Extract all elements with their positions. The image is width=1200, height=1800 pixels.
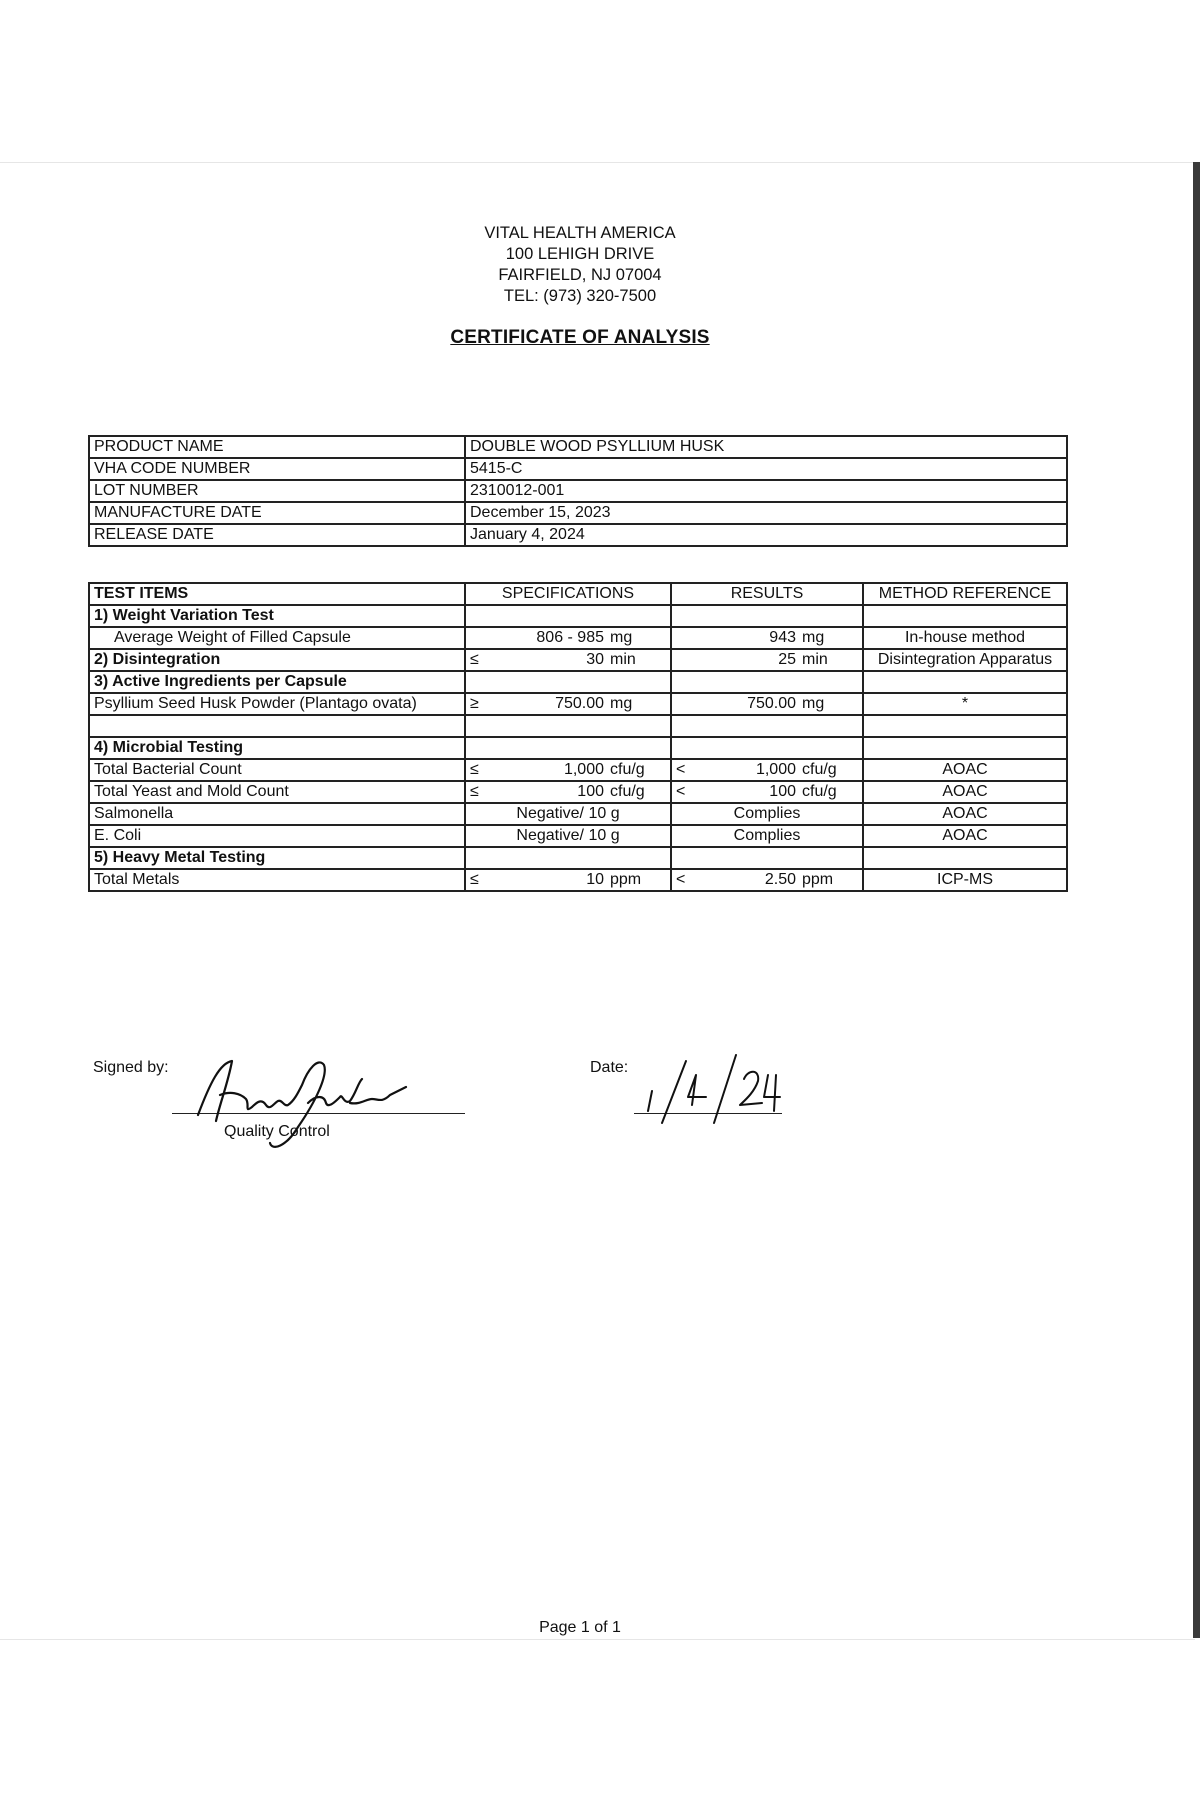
result-cell: Complies (671, 825, 863, 847)
info-value: December 15, 2023 (465, 502, 1067, 524)
test-item: E. Coli (89, 825, 465, 847)
info-label: VHA CODE NUMBER (89, 458, 465, 480)
result-unit: ppm (802, 871, 834, 888)
method-cell: Disintegration Apparatus (863, 649, 1067, 671)
method-cell: AOAC (863, 759, 1067, 781)
info-row (89, 436, 1067, 458)
company-address-line1: 100 LEHIGH DRIVE (505, 245, 655, 263)
test-item: Total Metals (89, 869, 465, 891)
method-cell: AOAC (863, 825, 1067, 847)
product-info-table (88, 435, 1068, 547)
spec-cell (465, 869, 671, 891)
result-unit: mg (802, 629, 825, 646)
company-address-line2: FAIRFIELD, NJ 07004 (498, 266, 662, 284)
info-value: DOUBLE WOOD PSYLLIUM HUSK (465, 436, 1067, 458)
test-item: 2) Disintegration (89, 649, 465, 671)
result-unit: min (802, 651, 828, 668)
method-cell: In-house method (863, 627, 1067, 649)
company-header (0, 223, 1160, 307)
spec-cell: Negative/ 10 g (465, 825, 671, 847)
spec-value: 750.00 (555, 695, 604, 712)
test-item: Psyllium Seed Husk Powder (Plantago ovata) (89, 693, 465, 715)
table-row (89, 759, 1067, 781)
result-comparator: < (676, 871, 686, 888)
spec-unit: mg (610, 629, 633, 646)
section-heavy-metal: 5) Heavy Metal Testing (89, 847, 465, 869)
spec-cell (465, 759, 671, 781)
table-header-row (89, 583, 1067, 605)
result-cell (671, 693, 863, 715)
spec-value: 10 (586, 871, 604, 888)
result-value: 25 (778, 651, 796, 668)
table-row (89, 869, 1067, 891)
result-cell (671, 649, 863, 671)
company-phone: TEL: (973) 320-7500 (503, 287, 657, 305)
header-method-reference: METHOD REFERENCE (863, 583, 1067, 605)
spec-cell (465, 693, 671, 715)
result-value: 750.00 (747, 695, 796, 712)
section-row (89, 605, 1067, 627)
spec-value: 30 (586, 651, 604, 668)
document-page (0, 162, 1195, 1640)
info-row (89, 480, 1067, 502)
result-value: 2.50 (764, 871, 796, 888)
spec-comparator: ≤ (470, 783, 479, 800)
info-label: RELEASE DATE (89, 524, 465, 546)
result-comparator: < (676, 761, 686, 778)
result-cell: Complies (671, 803, 863, 825)
method-cell: AOAC (863, 781, 1067, 803)
header-test-items: TEST ITEMS (89, 583, 465, 605)
info-label: MANUFACTURE DATE (89, 502, 465, 524)
spec-unit: ppm (610, 871, 642, 888)
info-label: PRODUCT NAME (89, 436, 465, 458)
section-microbial-testing: 4) Microbial Testing (89, 737, 465, 759)
result-value: 943 (769, 629, 796, 646)
spec-comparator: ≤ (470, 761, 479, 778)
result-value: 1,000 (755, 761, 796, 778)
method-cell: AOAC (863, 803, 1067, 825)
section-row (89, 671, 1067, 693)
info-row (89, 502, 1067, 524)
result-comparator: < (676, 783, 686, 800)
page-edge-shadow (1193, 162, 1200, 1638)
spec-comparator: ≥ (470, 695, 479, 712)
spec-cell: Negative/ 10 g (465, 803, 671, 825)
table-row (89, 803, 1067, 825)
date-label: Date: (590, 1059, 629, 1076)
test-results-table (88, 582, 1068, 892)
spec-unit: mg (610, 695, 633, 712)
result-cell (671, 781, 863, 803)
test-item: Total Yeast and Mold Count (89, 781, 465, 803)
document-title: CERTIFICATE OF ANALYSIS (450, 327, 710, 348)
handwritten-date (640, 1039, 790, 1139)
spec-value: 1,000 (563, 761, 604, 778)
section-row (89, 847, 1067, 869)
header-results: RESULTS (671, 583, 863, 605)
info-value: January 4, 2024 (465, 524, 1067, 546)
company-name: VITAL HEALTH AMERICA (484, 224, 676, 242)
spec-unit: min (610, 651, 636, 668)
spec-unit: cfu/g (610, 783, 645, 800)
spec-comparator: ≤ (470, 871, 479, 888)
method-cell: ICP-MS (863, 869, 1067, 891)
table-row (89, 649, 1067, 671)
result-unit: mg (802, 695, 825, 712)
spec-value: 806 - 985 (536, 629, 604, 646)
table-row (89, 693, 1067, 715)
result-unit: cfu/g (802, 761, 837, 778)
spec-cell (465, 649, 671, 671)
info-row (89, 524, 1067, 546)
header-specifications: SPECIFICATIONS (465, 583, 671, 605)
info-value: 2310012-001 (465, 480, 1067, 502)
result-cell (671, 627, 863, 649)
spec-value: 100 (577, 783, 604, 800)
signer-role: Quality Control (224, 1123, 330, 1140)
section-row (89, 737, 1067, 759)
signed-by-label: Signed by: (93, 1059, 169, 1076)
empty-row (89, 715, 1067, 737)
result-cell (671, 759, 863, 781)
spec-comparator: ≤ (470, 651, 479, 668)
page-number: Page 1 of 1 (539, 1619, 621, 1636)
info-row (89, 458, 1067, 480)
table-row (89, 627, 1067, 649)
result-cell (671, 869, 863, 891)
section-weight-variation: 1) Weight Variation Test (89, 605, 465, 627)
info-label: LOT NUMBER (89, 480, 465, 502)
spec-cell (465, 781, 671, 803)
table-row (89, 781, 1067, 803)
result-value: 100 (769, 783, 796, 800)
method-cell: * (863, 693, 1067, 715)
spec-unit: cfu/g (610, 761, 645, 778)
table-row (89, 825, 1067, 847)
result-unit: cfu/g (802, 783, 837, 800)
test-item: Salmonella (89, 803, 465, 825)
section-active-ingredients: 3) Active Ingredients per Capsule (89, 671, 465, 693)
test-item: Total Bacterial Count (89, 759, 465, 781)
info-value: 5415-C (465, 458, 1067, 480)
spec-cell (465, 627, 671, 649)
test-item: Average Weight of Filled Capsule (89, 627, 465, 649)
